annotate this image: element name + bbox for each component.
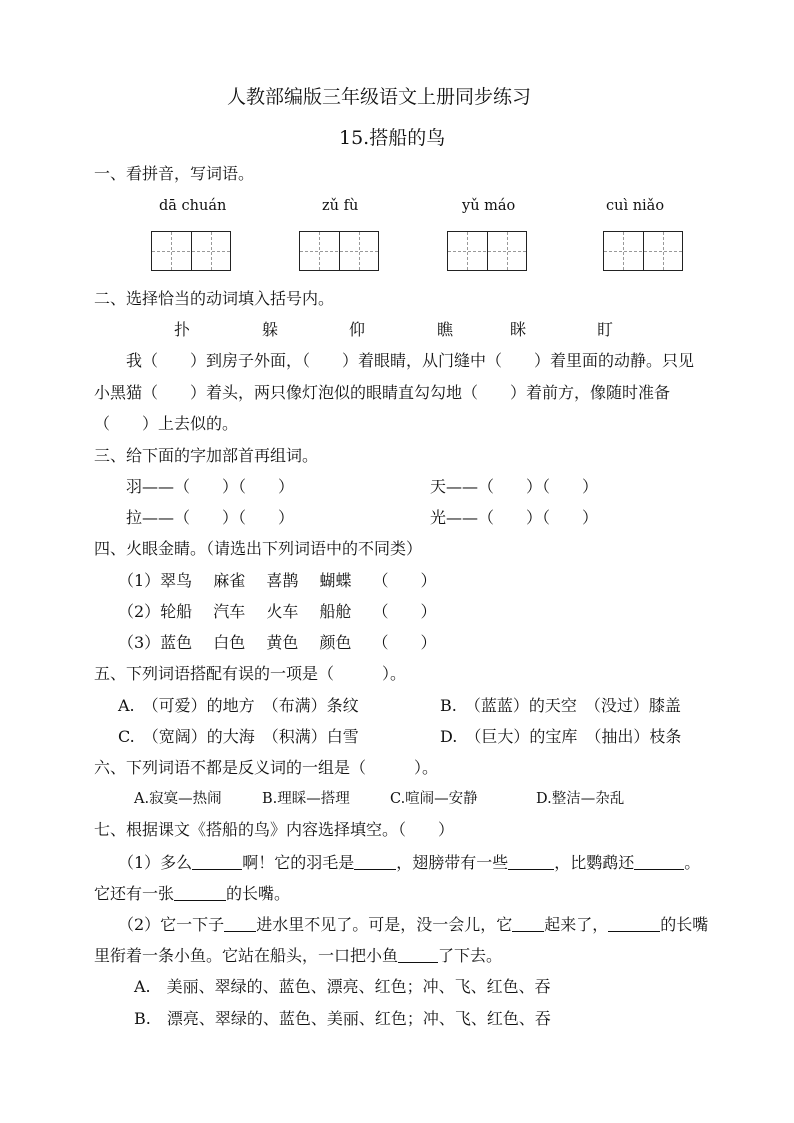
writing-grid-2[interactable] (299, 231, 379, 271)
q1-heading: 一、看拼音，写词语。 (94, 164, 255, 183)
q6-option-a: A.寂寞—热闹 (134, 791, 222, 807)
q5-option-b: B. （蓝蓝）的天空 （没过）膝盖 (440, 696, 681, 715)
pinyin-4: cuì niǎo (606, 198, 665, 214)
q2-heading: 二、选择恰当的动词填入括号内。 (94, 289, 335, 308)
q6-option-c: C.喧闹—安静 (390, 791, 478, 807)
q7-text: ，比鹦鹉还 (554, 853, 635, 872)
q5-option-d: D. （巨大）的宝库 （抽出）枝条 (440, 727, 682, 746)
q7-text: （1）多么 (118, 853, 193, 872)
lesson-title: 15.搭船的鸟 (339, 127, 446, 149)
q3-heading: 三、给下面的字加部首再组词。 (94, 446, 319, 465)
writing-grid-4[interactable] (603, 231, 683, 271)
q7-text: 。 (684, 853, 701, 872)
blank-line[interactable] (224, 916, 256, 932)
blank-line[interactable] (174, 885, 226, 901)
blank-line[interactable] (608, 916, 660, 932)
q7-option-a: A. 美丽、翠绿的、蓝色、漂亮、红色；冲、飞、红色、吞 (134, 977, 551, 996)
q7-part1-line2 (94, 885, 290, 902)
verb-1: 扑 (174, 320, 191, 339)
q4-row-2: （2）轮船 汽车 火车 船舱 （ ） (118, 602, 437, 621)
page-title: 人教部编版三年级语文上册同步练习 (227, 86, 532, 108)
writing-grid-3[interactable] (447, 231, 527, 271)
q6-heading: 六、下列词语不都是反义词的一组是（ ）。 (94, 758, 439, 777)
q4-heading: 四、火眼金睛。（请选出下列词语中的不同类） (94, 539, 423, 558)
blank-line[interactable] (508, 854, 554, 870)
q7-text: ，翅膀带有一些 (396, 853, 509, 872)
q7-text: 起来了， (544, 915, 609, 934)
verb-3: 仰 (349, 320, 366, 339)
pinyin-2: zǔ fù (322, 198, 359, 214)
blank-line[interactable] (512, 916, 544, 932)
verb-5: 眯 (510, 320, 527, 339)
q7-text: 里衔着一条小鱼。它站在船头，一口把小鱼 (94, 946, 399, 965)
q7-part1-line1 (118, 854, 700, 871)
blank-line[interactable] (354, 854, 396, 870)
q3-item-tian: 天——（ ）（ ） (430, 477, 599, 496)
q7-part2-line1 (118, 916, 708, 933)
q6-option-b: B.理睬—搭理 (262, 791, 350, 807)
q5-option-a: A. （可爱）的地方 （布满）条纹 (118, 696, 359, 715)
blank-line[interactable] (398, 947, 438, 963)
q7-heading: 七、根据课文《搭船的鸟》内容选择填空。（ ） (94, 820, 455, 839)
q7-text: （2）它一下子 (118, 915, 225, 934)
q6-option-d: D.整洁—杂乱 (536, 791, 625, 807)
q4-row-1: （1）翠鸟 麻雀 喜鹊 蝴蝶 （ ） (118, 571, 437, 590)
q7-text: 了下去。 (438, 946, 503, 965)
q7-text: 进水里不见了。可是，没一会儿，它 (256, 915, 513, 934)
q3-item-guang: 光——（ ）（ ） (430, 508, 599, 527)
verb-4: 瞧 (437, 320, 454, 339)
q5-option-c: C. （宽阔）的大海 （积满）白雪 (118, 727, 359, 746)
q7-text: 的长嘴 (660, 915, 709, 934)
q2-line-1: 我（ ）到房子外面，（ ）着眼睛，从门缝中（ ）着里面的动静。只见 (126, 351, 695, 370)
q7-option-b: B. 漂亮、翠绿的、蓝色、美丽、红色；冲、飞、红色、吞 (134, 1009, 551, 1028)
pinyin-1: dā chuán (159, 198, 227, 214)
pinyin-3: yǔ máo (462, 198, 516, 214)
writing-grid-1[interactable] (151, 231, 231, 271)
verb-6: 盯 (597, 320, 614, 339)
verb-2: 躲 (262, 320, 279, 339)
blank-line[interactable] (634, 854, 684, 870)
q7-text: 的长嘴。 (226, 884, 291, 903)
q2-line-2: 小黑猫（ ）着头，两只像灯泡似的眼睛直勾勾地（ ）着前方，像随时准备 (94, 383, 671, 402)
q5-heading: 五、下列词语搭配有误的一项是（ ）。 (94, 664, 407, 683)
q3-item-la: 拉——（ ）（ ） (126, 508, 295, 527)
q2-line-3: （ ）上去似的。 (94, 414, 239, 433)
q3-item-yu: 羽——（ ）（ ） (126, 477, 295, 496)
q7-text: 它还有一张 (94, 884, 175, 903)
q4-row-3: （3）蓝色 白色 黄色 颜色 （ ） (118, 633, 437, 652)
blank-line[interactable] (192, 854, 242, 870)
q7-part2-line2 (94, 947, 502, 964)
q7-text: 啊！它的羽毛是 (242, 853, 355, 872)
